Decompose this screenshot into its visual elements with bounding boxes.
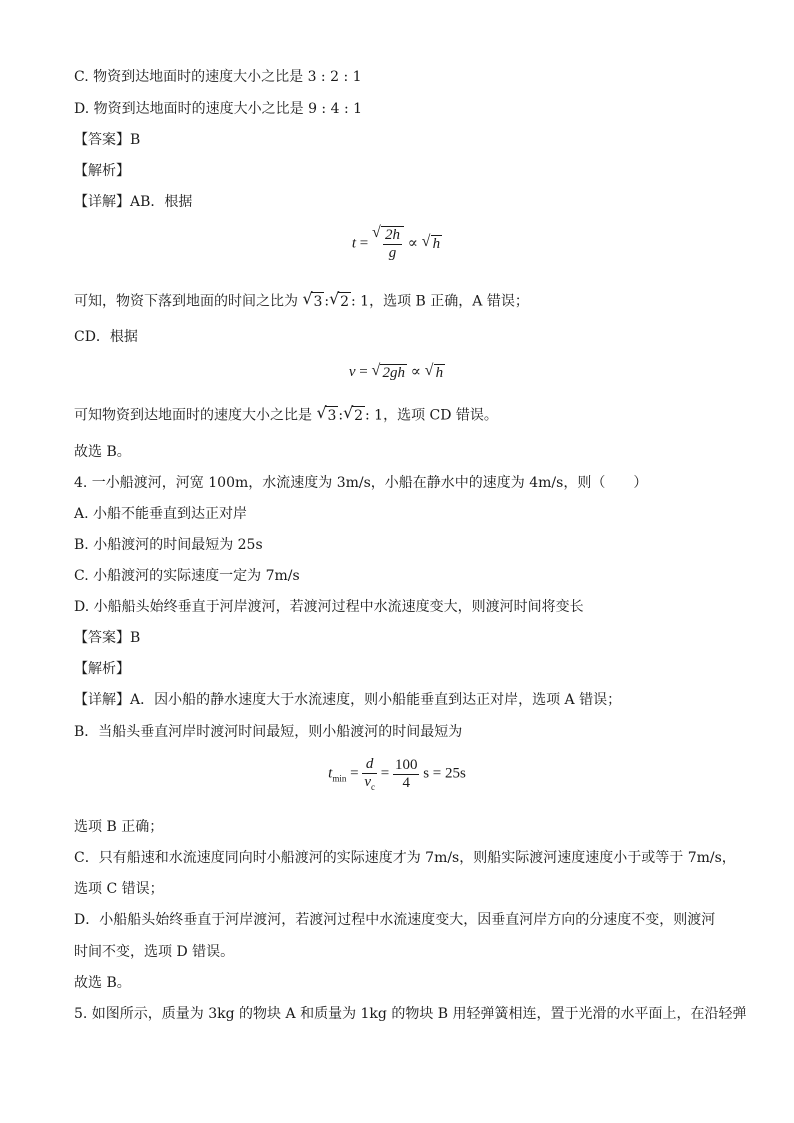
question-4: 4. 一小船渡河，河宽 100m，水流速度为 3m/s，小船在静水中的速度为 4m/s，则（ ） [74,475,648,491]
q4-detail-c: C．只有船速和水流速度同向时小船渡河的实际速度才为 7m/s，则船实际渡河速度速度小于或等于 7m/s， [74,850,736,866]
formula-time: t = √ $\frac{2h}{g}$ ∝ √ h [351,224,441,261]
answer-label: 【答案】B [74,132,141,148]
question-5: 5. 如图所示，质量为 3kg 的物块 A 和质量为 1kg 的物块 B 用轻弹簧相连，置于光滑的水平面上，在沿轻弹 [74,1006,747,1022]
choose-b: 故选 B。 [74,444,131,460]
analysis-label: 【解析】 [74,163,130,179]
q4-option-b: B. 小船渡河的时间最短为 25s [74,537,263,553]
q4-detail-a: 【详解】A．因小船的静水速度大于水流速度，则小船能垂直到达正对岸，选项 A 错误； [74,692,622,708]
q4-detail-c-end: 选项 C 错误； [74,881,164,897]
q4-answer: 【答案】B [74,630,141,646]
formula-velocity: v = √ 2gh ∝ √ h [348,361,444,381]
conclusion-velocity: 可知物资到达地面时的速度大小之比是 √ 3 : √ 2 : 1，选项 CD 错误。 [74,403,498,424]
option-c-line: C. 物资到达地面时的速度大小之比是 3 : 2 : 1 [74,69,362,85]
q4-choose-b: 故选 B。 [74,975,131,991]
cd-line: CD．根据 [74,329,138,345]
option-d-line: D. 物资到达地面时的速度大小之比是 9 : 4 : 1 [74,101,363,117]
q4-option-a: A. 小船不能垂直到达正对岸 [74,506,248,522]
sqrt-fraction: √ $\frac{2h}{g}$ [372,226,404,262]
q4-option-c: C. 小船渡河的实际速度一定为 7m/s [74,568,300,584]
q4-detail-d: D．小船船头始终垂直于河岸渡河，若渡河过程中水流速度变大，因垂直河岸方向的分速度不变，则渡河 [74,912,716,928]
detail-line: 【详解】AB．根据 [74,194,193,210]
q4-analysis: 【解析】 [74,661,130,677]
formula-tmin: $t_{min}$ = $\frac{d}{v_c}$ = $\frac{100}{4}$ s = 25s [328,756,466,792]
q4-detail-d-end: 时间不变，选项 D 错误。 [74,944,235,960]
q4-b-correct: 选项 B 正确； [74,819,164,835]
q4-detail-b: B．当船头垂直河岸时渡河时间最短，则小船渡河的时间最短为 [74,724,463,740]
conclusion-time: 可知，物资下落到地面的时间之比为 √ 3 : √ 2 : 1，选项 B 正确，A 错误； [74,289,529,310]
q4-option-d: D. 小船船头始终垂直于河岸渡河，若渡河过程中水流速度变大，则渡河时间将变长 [74,599,584,615]
